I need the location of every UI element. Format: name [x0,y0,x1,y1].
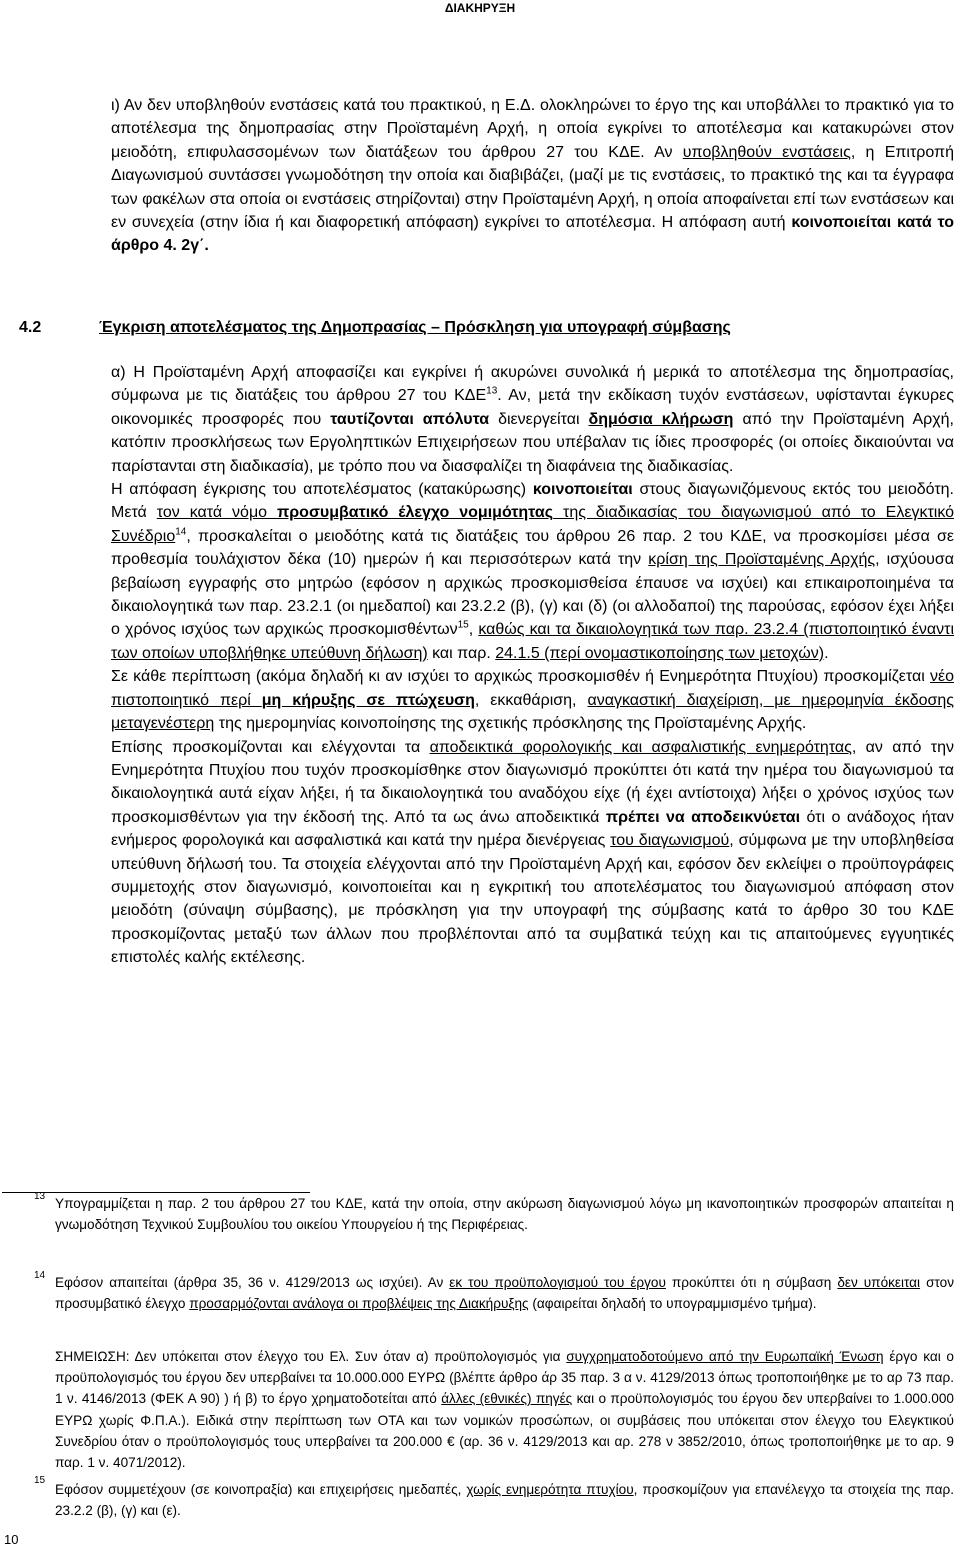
paragraph-i [111,94,954,258]
text: από την Προϊσταμένη Αρχή, κατόπιν προσκλήσεως των Εργοληπτικών Επιχειρήσεων που υπέβαλαν τις ίδιες προσφορές (οι οποίες δικαιούνται να παρίστανται στη διαδικασία), με τρόπο που να διασφαλίζει τη διαφάνεια της διαδικασίας. [111,410,955,475]
text: ότι ο ανάδοχος ήταν ενήμερος φορολογικά και ασφαλιστικά και κατά την ημέρα διενέργειας [111,808,955,850]
text: διενεργείται [489,410,589,428]
underlined-text: δεν υπόκειται [837,1275,921,1290]
underlined-text: νέο πιστοποιητικό περί [111,668,954,709]
text: έργο και ο προϋπολογισμός του έργου δεν υπερβαίνει τα 10.000.000 ΕΥΡΩ (βλέπτε άρθρο άρ 35 παρ. 3 α ν. 4129/2013 όπως τροποποιήθηκε με το αρ 73 παρ. 1 ν. 4146/2013 (ΦΕΚ Α 90) ) ή β) το έργο χρηματοδοτείται από [55,1349,954,1407]
text: Επίσης προσκομίζονται και ελέγχονται τα [111,738,430,756]
paragraph-certificate [111,665,954,735]
text: , προσκαλείται ο μειοδότης κατά τις διατάξεις του άρθρου 26 παρ. 2 του ΚΔΕ, να προσκομίσει μέσα σε προθεσμία τουλάχιστον δέκα (10) ημερών ή και περισσότερων κατά την [111,527,954,569]
text: προκύπτει ότι η σύμβαση [665,1275,838,1290]
paragraph-a [111,361,954,478]
bold-underlined-text: δημόσια κλήρωση [588,410,734,428]
footnote-13 [55,1193,954,1235]
text: , σύμφωνα με την υποβληθείσα υπεύθυνη δήλωσή του. Τα στοιχεία ελέγχονται από την Προϊσταμένη Αρχή και, εφόσον δεν εκλείψει ο προϋπογράφεις συμμετοχής στον διαγωνισμό, κοινοποιείται και η εγκριτική του αποτελέσματος του διαγωνισμού απόφαση στον μειοδότη (σύναψη σύμβασης), με πρόσκληση για την υπογραφή της σύμβασης κατά το άρθρο 30 του ΚΔΕ προσκομίζοντας μεταξύ των άλλων που προβλέπονται από τα συμβατικά τεύχη και τις απαιτούμενες εγγυητικές επιστολές καλής εκτέλεσης. [111,832,955,967]
bold-text: κοινοποιείται [532,481,633,499]
text: , [468,621,479,639]
footnote-ref-13: 13 [486,386,498,398]
underlined-text: αναγκαστική διαχείριση, με ημερομηνία έκδοσης μεταγενέστερη [111,691,955,733]
footnote-15 [55,1479,954,1521]
text: α) Η Προϊσταμένη Αρχή αποφασίζει και εγκρίνει ή ακυρώνει συνολικά ή μερικά το αποτέλεσμα της δημοπρασίας, σύμφωνα με τις διατάξεις του άρθρου 27 του ΚΔΕ [111,364,954,405]
bold-text: πρέπει να αποδεικνύεται [605,808,801,826]
underlined-text: εκ του προϋπολογισμού του έργου [449,1275,666,1290]
text: . [824,644,829,662]
underlined-text: άλλες (εθνικές) πηγές [441,1391,573,1407]
text: Εφόσον συμμετέχουν (σε κοινοπραξία) και επιχειρήσεις ημεδαπές, [55,1482,467,1497]
text: . Αν, μετά την εκδίκαση τυχόν ενστάσεων, υφίστανται έγκυρες οικονομικές προσφορές που [111,387,954,428]
underlined-text: υποβληθούν ενστάσεις [682,143,851,161]
text: ΣΗΜΕΙΩΣΗ: Δεν υπόκειται στον έλεγχο του Ελ. Συν όταν α) προϋπολογισμός για [55,1349,567,1364]
underlined-text: προσαρμόζονται ανάλογα οι προβλέψεις της Διακήρυξης [189,1296,529,1312]
bold-underlined-text: προσυμβατικό έλεγχο νομιμότητας [277,504,554,522]
underlined-text: κρίση της Προϊσταμένης Αρχής [648,551,876,569]
footnote-mark-15: 15 [34,1475,46,1486]
section-title: Έγκριση αποτελέσματος της Δημοπρασίας – Πρόσκληση για υπογραφή σύμβασης [99,319,731,336]
text: , προσκομίζουν για επανέλεγχο τα στοιχεία της παρ. 23.2.2 (β), (γ) και (ε). [55,1482,954,1519]
bold-text: κοινοποιείται κατά το άρθρο 4. 2γ΄. [111,214,954,255]
text: και παρ. [427,644,496,662]
footnote-mark-14: 14 [34,1270,46,1281]
text: Σε κάθε περίπτωση (ακόμα δηλαδή κι αν ισχύει το αρχικώς προσκομισθέν ή Ενημερότητα Πτυχίου) προσκομίζεται [111,668,930,686]
section-number: 4.2 [19,319,42,336]
underlined-text: αποδεικτικά φορολογικής και ασφαλιστικής ενημερότητας [429,738,852,756]
text: , ισχύουσα βεβαίωση εγγραφής στο μητρώο (εφόσον η αρχικώς προσκομισθείσα έπαυσε να ισχύει) και επικαιροποιημένα τα δικαιολογητικά των παρ. 23.2.1 (οι ημεδαποί) και 23.2.2 (β), (γ) και (δ) (οι αλλοδαποί) της παρούσας, εφόσον έχει λήξει ο χρόνος ισχύος των αρχικώς προσκομισθέντων [111,551,954,639]
underlined-text: συγχρηματοδοτούμενο από την Ευρωπαϊκή Ένωση [566,1349,884,1364]
paragraph-approval [111,478,954,665]
text: στον προσυμβατικό έλεγχο [55,1275,955,1312]
text: Η απόφαση έγκρισης του αποτελέσματος (κατακύρωσης) [111,481,533,499]
underlined-text: καθώς και τα δικαιολογητικά των παρ. 23.2.4 (πιστοποιητικό έναντι των οποίων υποβλήθηκε υπεύθυνη δήλωση) [111,621,954,662]
section-heading [19,316,954,340]
footnote-14 [55,1272,954,1314]
text: και ο προϋπολογισμός του έργου δεν υπερβαίνει το 1.000.000 ΕΥΡΩ χωρίς Φ.Π.Α.). Ειδικά στην περίπτωση των ΟΤΑ και των νομικών προσώπων, οι συμβάσεις που υπόκειται στον έλεγχο του Ελεγκτικού Συνεδρίου όταν ο προϋπολογισμός τους υπερβαίνει τα 200.000 € (αρ. 36 ν. 4129/2013 και αρ. 278 ν 3852/2010, όπως τροποποιήθηκε με το αρ. 9 παρ. 1 ν. 4071/2012). [55,1391,954,1471]
page-header-title: ΔΙΑΚΗΡΥΞΗ [444,1,516,15]
text: Υπογραμμίζεται η παρ. 2 του άρθρου 27 του ΚΔΕ, κατά την οποία, στην ακύρωση διαγωνισμού λόγω μη ικανοποιητικών προσφορών απαιτείται η γνωμοδότηση Τεχνικού Συμβουλίου του οικείου Υπουργείου ή της Περιφέρειας. [55,1196,954,1233]
underlined-text: χωρίς ενημερότητα πτυχίου [466,1482,634,1497]
bold-underlined-text: μη κήρυξης σε πτώχευση [261,691,475,709]
text: στους διαγωνιζόμενους εκτός του μειοδότη. Μετά [111,481,954,522]
underlined-text: του διαγωνισμού [610,832,730,850]
text: , η Επιτροπή Διαγωνισμού συντάσσει γνωμοδότηση την οποία και διαβιβάζει, (μαζί με τις ενστάσεις, το πρακτικό της και τα έγγραφα των φακέλων στα οποία οι ενστάσεις στηρίζονται) στην Προϊσταμένη Αρχή, η οποία αποφαίνεται επί των ενστάσεων και εν συνεχεία (στην ίδια ή και διαφορετική απόφαση) εγκρίνει το αποτέλεσμα. Η απόφαση αυτή [111,143,954,232]
paragraph-tax-insurance [111,736,954,970]
footnote-ref-14: 14 [175,526,187,538]
underlined-text: 24.1.5 (περί ονομαστικοποίησης των μετοχών) [495,644,825,662]
bold-text: ταυτίζονται απόλυτα [330,410,490,428]
text: Εφόσον απαιτείται (άρθρα 35, 36 ν. 4129/2013 ως ισχύει). Αν [55,1275,450,1290]
section-body [111,361,954,970]
text: ι) Αν δεν υποβληθούν ενστάσεις κατά του πρακτικού, η Ε.Δ. ολοκληρώνει το έργο της και υποβάλλει το πρακτικό για το αποτέλεσμα της δημοπρασίας στην Προϊσταμένη Αρχή, η οποία εγκρίνει το αποτέλεσμα και κατακυρώνει στον μειοδότη, επιφυλασσομένων των διατάξεων του άρθρου 27 του ΚΔΕ. Αν [111,97,954,161]
text: , αν από την Ενημερότητα Πτυχίου που τυχόν προσκομίσθηκε στον διαγωνισμό προκύπτει ότι κατά την ημέρα του διαγωνισμού τα δικαιολογητικά αυτά είχαν λήξει, ή τα δικαιολογητικά του αναδόχου είχε (ή έχει αντίστοιχα) λήξει ο χρόνος ισχύος των προσκομισθέντων για την έκδοσή της. Από τα ως άνω αποδεικτικά [111,738,954,826]
text: (αφαιρείται δηλαδή το υπογραμμισμένο τμήμα). [528,1296,817,1312]
underlined-text: τον κατά νόμο [156,504,278,522]
underlined-text: της διαδικασίας του διαγωνισμού από το Ελεγκτικό Συνέδριο [111,504,955,545]
page-number: 10 [4,1532,19,1547]
text: της ημερομηνίας κοινοποίησης της σχετικής πρόσκλησης της Προϊσταμένης Αρχής. [214,715,807,733]
footnote-ref-15: 15 [457,620,469,632]
footnote-mark-13: 13 [34,1191,46,1202]
footnote-14-note [55,1346,954,1473]
text: , εκκαθάριση, [474,691,588,709]
